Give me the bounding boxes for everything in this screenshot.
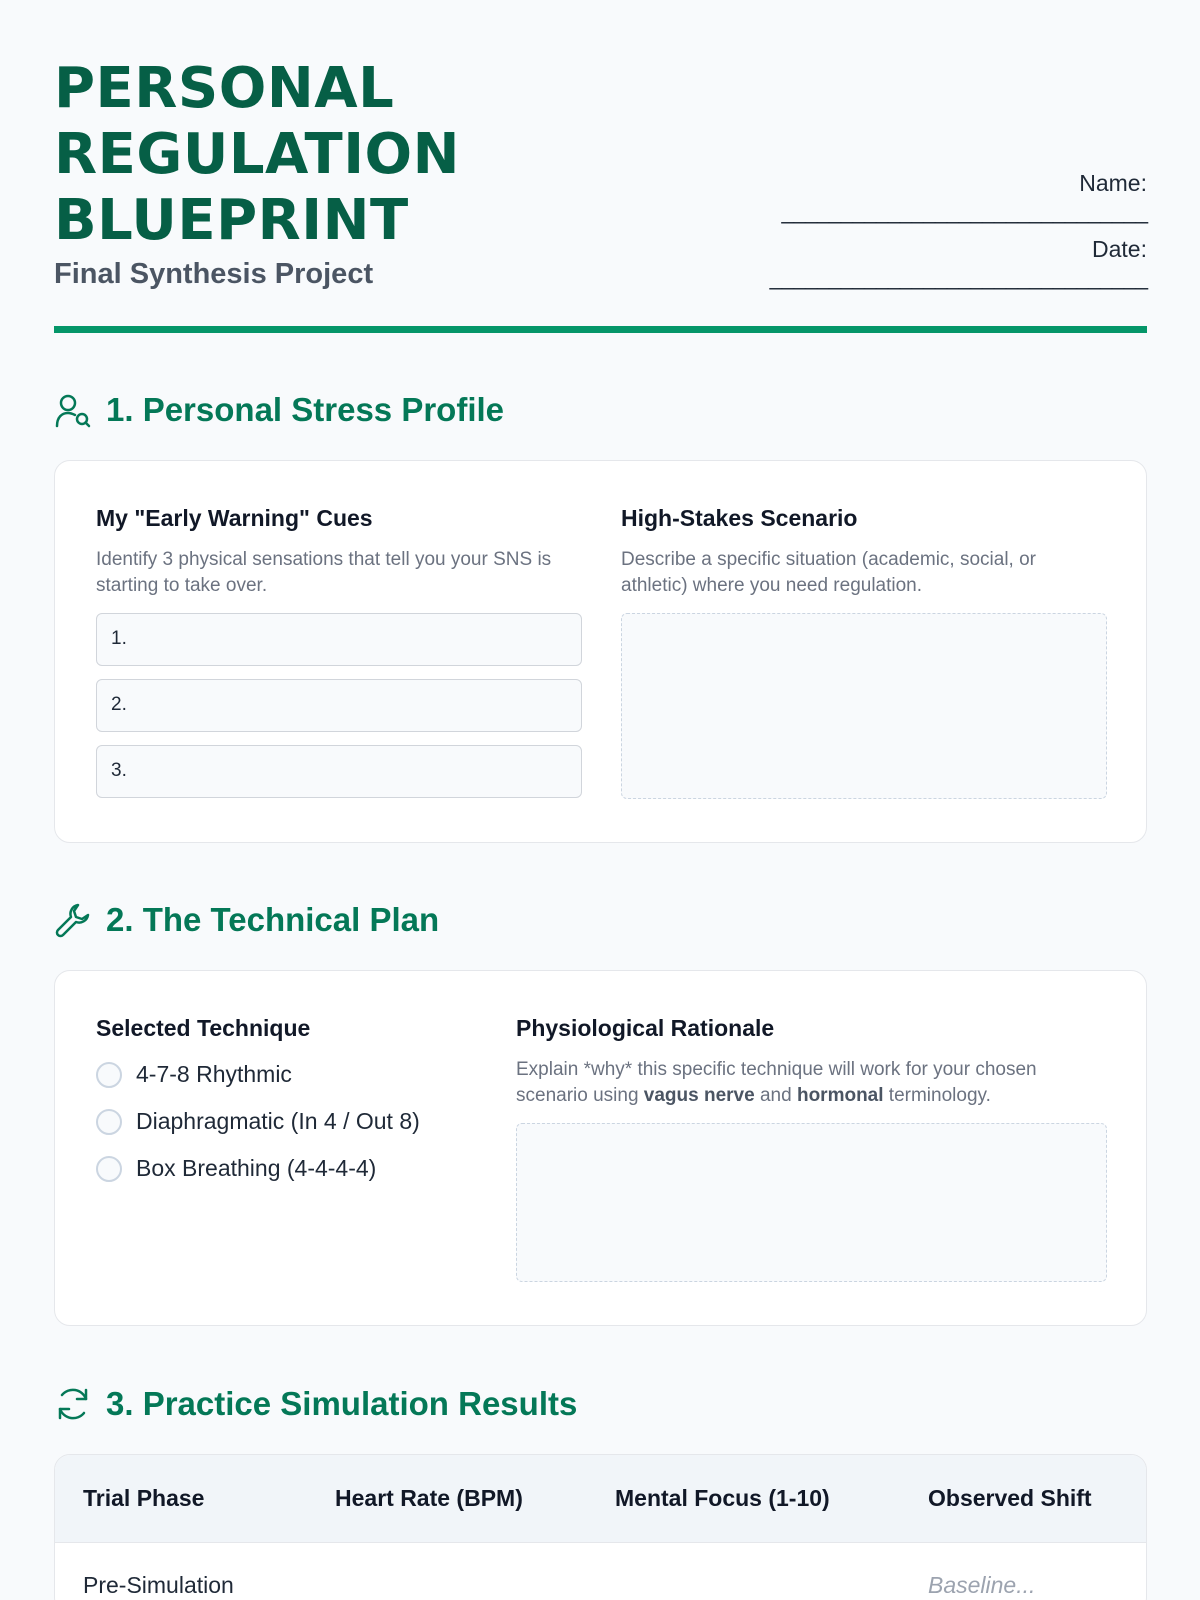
column-header: Trial Phase <box>83 1485 205 1511</box>
technical-plan-card <box>54 970 1147 1326</box>
page-title <box>54 56 654 254</box>
section-2-heading <box>54 898 439 942</box>
title-line: PERSONAL <box>54 56 395 121</box>
title-line: REGULATION <box>54 122 460 187</box>
column-header: Mental Focus (1-10) <box>615 1485 830 1511</box>
section-title: 1. Personal Stress Profile <box>106 391 505 428</box>
radio-button[interactable] <box>96 1156 122 1182</box>
date-label: Date: <box>1092 236 1147 262</box>
rationale-hint: Explain *why* this specific technique will work for your chosen scenario using vagus nerve and hormonal terminology. <box>516 1059 1037 1106</box>
date-field[interactable]: ________________________________ <box>769 264 1147 290</box>
scenario-hint: Describe a specific situation (academic, social, or athletic) where you need regulation. <box>621 549 1037 596</box>
simulation-results-table <box>54 1454 1147 1600</box>
worksheet-page <box>54 0 1147 1600</box>
technique-option[interactable] <box>96 1145 476 1192</box>
radio-button[interactable] <box>96 1062 122 1088</box>
user-search-icon <box>54 391 92 429</box>
scenario-title: High-Stakes Scenario <box>621 505 858 531</box>
column-header: Observed Shift <box>928 1485 1092 1511</box>
early-warning-cues <box>96 505 582 811</box>
rationale-title: Physiological Rationale <box>516 1015 775 1041</box>
column-header: Heart Rate (BPM) <box>335 1485 523 1511</box>
high-stakes-scenario <box>621 505 1107 799</box>
radio-button[interactable] <box>96 1109 122 1135</box>
selected-technique <box>96 1015 476 1192</box>
rationale-textarea[interactable] <box>516 1123 1107 1282</box>
stress-profile-card <box>54 460 1147 843</box>
cue-input-3[interactable]: 3. <box>96 745 582 798</box>
observed-shift-cell[interactable]: Baseline... <box>928 1572 1036 1598</box>
student-info <box>770 168 1147 300</box>
title-line: BLUEPRINT <box>54 188 409 253</box>
name-label: Name: <box>1079 170 1147 196</box>
technique-title: Selected Technique <box>96 1015 311 1041</box>
scenario-textarea[interactable] <box>621 613 1107 799</box>
physiological-rationale <box>516 1015 1107 1282</box>
section-1-heading <box>54 388 504 432</box>
section-3-heading <box>54 1382 577 1426</box>
technique-option-label: Diaphragmatic (In 4 / Out 8) <box>136 1108 420 1134</box>
section-title: 2. The Technical Plan <box>106 901 440 938</box>
cues-hint: Identify 3 physical sensations that tell you your SNS is starting to take over. <box>96 549 552 596</box>
technique-option[interactable] <box>96 1098 476 1145</box>
cue-input-1[interactable]: 1. <box>96 613 582 666</box>
refresh-icon <box>54 1385 92 1423</box>
page-header <box>54 56 1147 336</box>
section-title: 3. Practice Simulation Results <box>106 1385 578 1422</box>
technique-option-label: 4-7-8 Rhythmic <box>136 1061 292 1087</box>
trial-phase-cell: Pre-Simulation <box>83 1572 234 1598</box>
page-subtitle: Final Synthesis Project <box>54 258 374 290</box>
technique-option-label: Box Breathing (4-4-4-4) <box>136 1155 377 1181</box>
name-field[interactable]: _______________________________ <box>781 198 1147 224</box>
cues-title: My "Early Warning" Cues <box>96 505 373 531</box>
cue-input-2[interactable]: 2. <box>96 679 582 732</box>
table-header <box>55 1455 1146 1543</box>
technique-option[interactable] <box>96 1051 476 1098</box>
wrench-icon <box>54 901 92 939</box>
header-divider <box>54 326 1147 333</box>
